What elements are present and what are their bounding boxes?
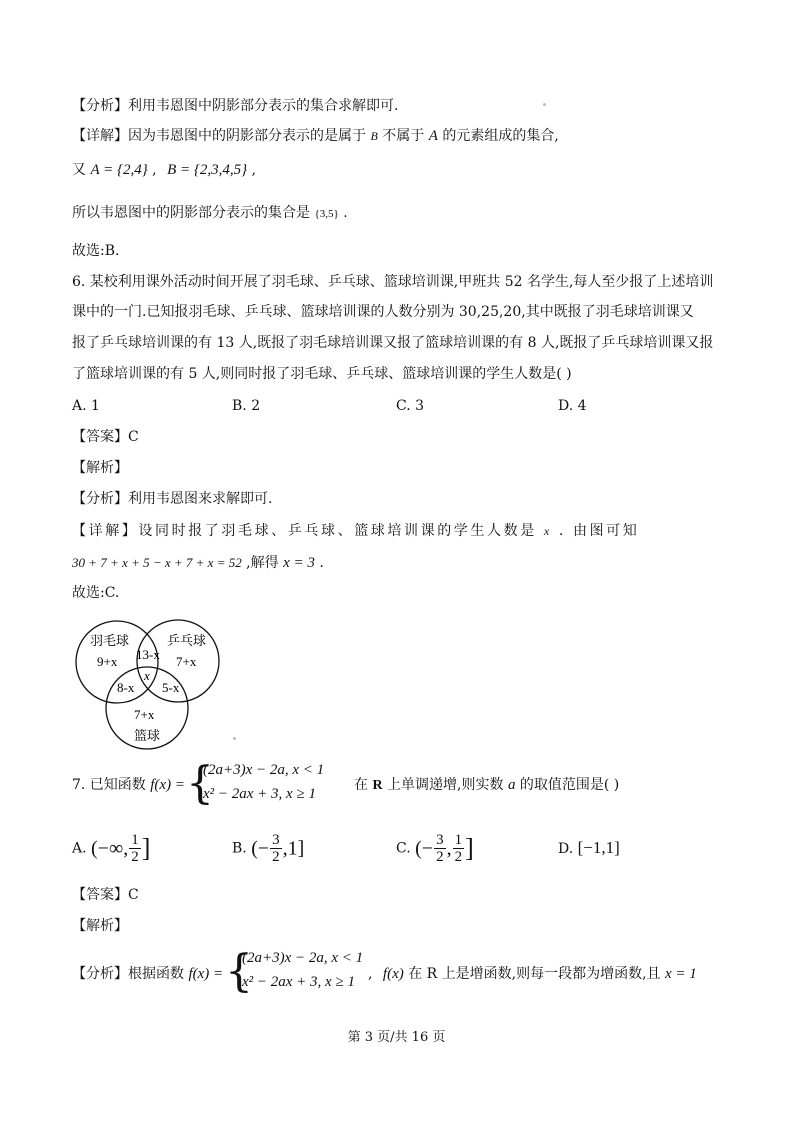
q7-fenxi-piece-2: x² − 2ax + 3, x ≥ 1	[242, 974, 355, 990]
q6-xiangjie-1	[72, 521, 639, 541]
venn-basketball-only: 7+x	[134, 707, 155, 722]
comma: ,	[152, 162, 157, 178]
detail-text-2: 不属于	[382, 128, 425, 144]
interval-left: (−	[415, 837, 434, 860]
q6-option-c: C. 3	[396, 398, 425, 414]
q6-xiangjie-tail: . 由图可知	[558, 523, 640, 539]
q6-answer	[72, 427, 139, 447]
period: .	[319, 555, 324, 571]
q7-suffix-text: 上单调递增,则实数	[387, 777, 504, 793]
q6-option-a: A. 1	[72, 398, 100, 414]
numerator: 1	[131, 832, 139, 848]
q6-jiexi	[72, 458, 128, 478]
detail-text-3: 的元素组成的集合,	[442, 128, 559, 144]
q7-fenxi-x1: x = 1	[664, 966, 697, 982]
q6-line1: 6. 某校利用课外活动时间开展了羽毛球、乒乓球、篮球培训课,甲班共 52 名学生,每人至少报了上述培训	[72, 274, 714, 290]
venn-label-pingpong: 乒乓球	[167, 634, 207, 649]
interval: [−1,1]	[577, 838, 620, 857]
interval-right: ]	[465, 833, 474, 863]
q7-suffix-zai: 在	[354, 777, 368, 793]
var-b: B	[370, 129, 378, 143]
q6-option-d: D. 4	[558, 398, 587, 414]
q6-text-3	[72, 333, 713, 353]
comma: ,	[251, 162, 257, 178]
var-a: a	[507, 777, 516, 793]
choice-text: 故选:B.	[72, 243, 120, 259]
option-label: A.	[72, 840, 87, 857]
analysis-text: 【分析】利用韦恩图中阴影部分表示的集合求解即可.	[72, 98, 399, 114]
q6-xiangjie-2	[72, 553, 324, 573]
interval-left: (−	[251, 837, 270, 860]
result-line	[72, 203, 348, 224]
var-a: A	[428, 128, 438, 144]
interval-right: ,1]	[282, 837, 305, 860]
q7-option-b	[232, 832, 304, 865]
q7-prefix: 7. 已知函数	[72, 777, 146, 793]
q6-text-1	[72, 272, 713, 292]
option-label: D.	[558, 841, 574, 857]
q7-fenxi-piece-1: (2a+3)x − 2a, x < 1	[242, 950, 364, 966]
numerator: 3	[272, 832, 280, 848]
venn-label-badminton: 羽毛球	[90, 634, 130, 649]
q7-option-c	[396, 832, 474, 865]
analysis-line	[72, 96, 398, 116]
q7-fenxi-text: 【分析】根据函数	[72, 966, 184, 982]
set-a: A = {2,4}	[90, 162, 148, 178]
q6-line2: 课中的一门.已知报羽毛球、乒乓球、篮球培训课的人数分别为 30,25,20,其中既报了羽毛球培训课又	[72, 304, 694, 320]
fraction	[270, 832, 282, 865]
interval-left: (−∞,	[91, 837, 129, 860]
q6-xiangjie-text: 【详解】设同时报了羽毛球、乒乓球、篮球培训课的学生人数是	[72, 523, 537, 539]
venn-all-three: x	[144, 668, 150, 683]
venn-pingpong-basketball: 5-x	[162, 680, 180, 695]
q7-answer	[72, 885, 139, 905]
denominator: 2	[131, 849, 139, 865]
scan-mark	[543, 103, 546, 106]
detail-line	[72, 126, 559, 146]
choice-line	[72, 241, 119, 261]
q7-jiexi-text: 【解析】	[72, 918, 128, 934]
q7-piece-1: (2a+3)x − 2a, x < 1	[203, 762, 325, 778]
period: .	[343, 205, 348, 221]
q7-jiexi	[72, 916, 128, 936]
sets-text-you: 又	[72, 162, 86, 178]
q6-text-4	[72, 364, 572, 384]
q6-line4: 了篮球培训课的有 5 人,则同时报了羽毛球、乒乓球、篮球培训课的学生人数是( )	[72, 366, 572, 382]
q6-equation: 30 + 7 + x + 5 − x + 7 + x = 52	[72, 555, 242, 570]
q6-option-b: B. 2	[232, 398, 261, 414]
scan-mark	[233, 737, 236, 740]
denominator: 2	[454, 849, 463, 865]
brace: {	[186, 758, 214, 809]
q7-suffix-end: 的取值范围是( )	[519, 777, 620, 793]
q7-stem-tail	[354, 775, 619, 796]
q6-fenxi	[72, 489, 272, 509]
detail-text-1: 【详解】因为韦恩图中的阴影部分表示的是属于	[72, 128, 366, 144]
q7-option-a	[72, 832, 150, 865]
set-b: B = {2,3,4,5}	[167, 162, 248, 178]
interval-right: ]	[141, 833, 151, 863]
q6-answer-text: 【答案】C	[72, 429, 139, 445]
numerator: 3	[436, 832, 444, 848]
venn-label-basketball: 篮球	[134, 729, 161, 744]
result-set: {3,5}	[314, 208, 339, 220]
real-set-r: R	[372, 778, 383, 793]
q7-option-d	[558, 838, 620, 859]
q6-solve-text: ,解得	[246, 555, 279, 571]
q6-jiexi-text: 【解析】	[72, 460, 128, 476]
brace: {	[225, 946, 253, 997]
comma: ,	[446, 837, 452, 860]
q7-fenxi-fx: f(x) =	[188, 966, 224, 982]
q7-fenxi	[72, 964, 223, 984]
option-label: C.	[396, 840, 411, 857]
q7-piece-2: x² − 2ax + 3, x ≥ 1	[203, 786, 316, 802]
numerator: 1	[454, 832, 463, 848]
venn-diagram	[70, 614, 230, 752]
q6-choice	[72, 583, 119, 603]
fraction	[453, 832, 465, 865]
q6-choice-text: 故选:C.	[72, 585, 120, 601]
q6-solution: x = 3	[283, 555, 315, 571]
fraction	[129, 832, 141, 865]
q6-line3: 报了乒乓球培训课的有 13 人,既报了羽毛球培训课又报了篮球培训课的有 8 人,既报了乒乓球培训课又报	[72, 335, 714, 351]
option-label: B.	[232, 840, 247, 857]
page-footer: 第 3 页/共 16 页	[347, 1030, 446, 1045]
sets-line	[72, 160, 256, 180]
q7-stem	[72, 775, 185, 795]
result-text: 所以韦恩图中的阴影部分表示的集合是	[72, 205, 310, 221]
venn-badminton-only: 9+x	[97, 654, 118, 669]
q7-fenxi-cond: 在 R 上是增函数,则每一段都为增函数,且	[408, 966, 661, 982]
q7-fx-ref: f(x)	[382, 966, 404, 982]
venn-pingpong-only: 7+x	[176, 654, 197, 669]
q6-fenxi-text: 【分析】利用韦恩图来求解即可.	[72, 491, 273, 507]
var-x: x	[543, 524, 552, 538]
denominator: 2	[436, 849, 444, 865]
comma: ,	[368, 966, 373, 982]
venn-badminton-basketball: 8-x	[117, 680, 135, 695]
fraction	[434, 832, 446, 865]
q6-text-2	[72, 302, 694, 322]
venn-badminton-pingpong: 13-x	[136, 647, 160, 662]
q7-fx: f(x) =	[150, 777, 185, 793]
q7-fenxi-tail	[368, 964, 697, 984]
denominator: 2	[272, 849, 280, 865]
q7-answer-text: 【答案】C	[72, 887, 139, 903]
